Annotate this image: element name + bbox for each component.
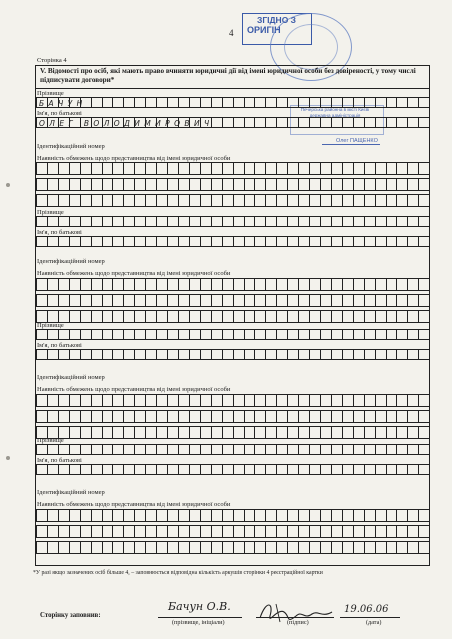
block3-name-label: Ім'я, по батькові — [37, 342, 82, 349]
block4-name-label: Ім'я, по батькові — [37, 457, 82, 464]
block4-surname-grid — [36, 444, 430, 455]
page-label: Сторінка 4 — [37, 57, 67, 64]
seal-signature-line — [322, 144, 380, 145]
block2-id-label: Ідентифікаційний номер — [37, 258, 105, 265]
title-divider — [36, 88, 429, 89]
block4-restrictions-grid-3 — [36, 541, 430, 554]
copy-certified-stamp: ЗГІДНО З ОРИГІН — [242, 13, 312, 45]
page-number: 4 — [229, 28, 234, 38]
block1-surname-grid — [36, 97, 430, 108]
block2-name-grid — [36, 236, 430, 247]
block4-restrictions-label: Наявність обмежень щодо представництва від імені юридичної особи — [37, 501, 231, 508]
block3-name-grid — [36, 349, 430, 360]
block1-id-label: Ідентифікаційний номер — [37, 143, 105, 150]
block1-surname-label: Прізвище — [37, 90, 64, 97]
block1-restrictions-label: Наявність обмежень щодо представництва від імені юридичної особи — [37, 155, 231, 162]
block1-restrictions-grid-2 — [36, 178, 430, 191]
block1-surname-value: БАЧУН — [39, 99, 87, 108]
block4-id-label: Ідентифікаційний номер — [37, 489, 105, 496]
seal-text: Печерська районна в місті Києві державна адміністрація — [300, 107, 370, 118]
block4-restrictions-grid-1 — [36, 509, 430, 522]
footer-label: Сторінку заповнив: — [40, 612, 101, 619]
block1-restrictions-grid-3 — [36, 194, 430, 207]
block3-restrictions-grid-1 — [36, 394, 430, 407]
caption-date: (дата) — [366, 619, 382, 626]
seal-signature-name: Олег ПАЩЕНКО — [336, 138, 378, 144]
block2-surname-label: Прізвище — [37, 209, 64, 216]
punch-hole — [6, 183, 10, 187]
block1-restrictions-grid-1 — [36, 162, 430, 175]
block3-id-label: Ідентифікаційний номер — [37, 374, 105, 381]
block2-restrictions-grid-2 — [36, 294, 430, 307]
official-seal-inner-icon — [284, 24, 338, 70]
block4-name-grid — [36, 464, 430, 475]
block4-restrictions-grid-2 — [36, 525, 430, 538]
signer-handwritten: Бачун О.В. — [168, 600, 231, 613]
section-title: V. Відомості про осіб, які мають право вчиняти юридичні дії від імені юридичної особи без довіреності, у тому числі підписувати договори* — [40, 67, 416, 84]
block3-surname-grid — [36, 329, 430, 340]
block2-name-label: Ім'я, по батькові — [37, 229, 82, 236]
block3-restrictions-grid-3 — [36, 426, 430, 439]
signature-line — [256, 617, 334, 618]
block3-surname-label: Прізвище — [37, 322, 64, 329]
block1-name-label: Ім'я, по батькові — [37, 110, 82, 117]
block1-name-value: ОЛЕГ ВОЛОДИМИРОВИЧ — [39, 119, 214, 128]
block4-surname-label: Прізвище — [37, 437, 64, 444]
punch-hole — [6, 456, 10, 460]
block3-restrictions-label: Наявність обмежень щодо представництва від імені юридичної особи — [37, 386, 231, 393]
block3-restrictions-grid-2 — [36, 410, 430, 423]
block2-restrictions-grid-1 — [36, 278, 430, 291]
caption-signature: (підпис) — [287, 619, 309, 626]
date-handwritten: 19.06.06 — [344, 604, 389, 615]
footnote: *У разі якщо зазначених осіб більше 4, – заповнюється відповідна кількість аркушів сторінки 4 реєстраційної картки — [33, 570, 323, 576]
block2-surname-grid — [36, 216, 430, 227]
block2-restrictions-grid-3 — [36, 310, 430, 323]
date-line — [340, 617, 400, 618]
block2-restrictions-label: Наявність обмежень щодо представництва від імені юридичної особи — [37, 270, 231, 277]
caption-name: (прізвище, ініціали) — [172, 619, 225, 626]
signer-line — [158, 617, 242, 618]
